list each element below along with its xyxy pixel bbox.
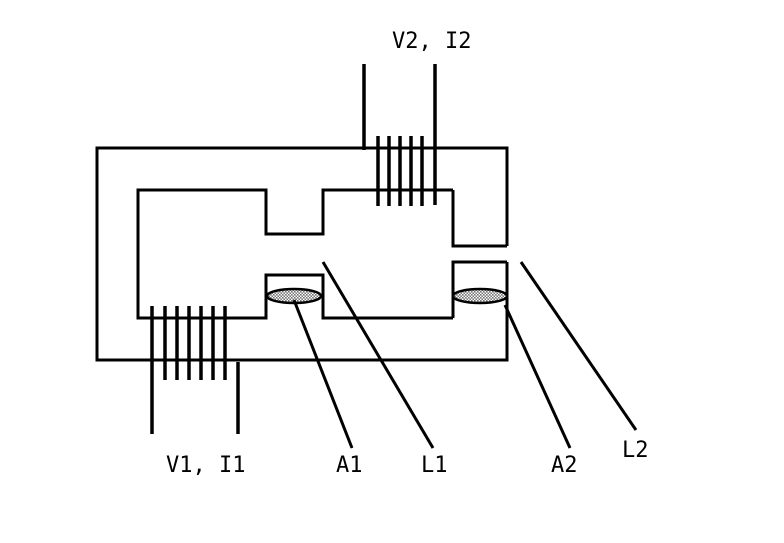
winding-v2 xyxy=(364,64,435,206)
label-l2: L2 xyxy=(622,438,649,463)
leader-a2 xyxy=(505,305,570,448)
leader-a1 xyxy=(294,300,352,448)
core-outer-outline xyxy=(97,148,507,360)
core-gap-l2-upper-edge xyxy=(453,190,507,246)
label-l1: L1 xyxy=(421,453,448,478)
label-v1-i1: V1, I1 xyxy=(166,453,246,478)
air-gap-a2 xyxy=(453,289,507,303)
label-a1: A1 xyxy=(336,453,363,478)
leader-l2 xyxy=(521,262,636,430)
winding-v1 xyxy=(152,306,238,434)
label-v2-i2: V2, I2 xyxy=(392,29,472,54)
label-a2: A2 xyxy=(551,453,578,478)
